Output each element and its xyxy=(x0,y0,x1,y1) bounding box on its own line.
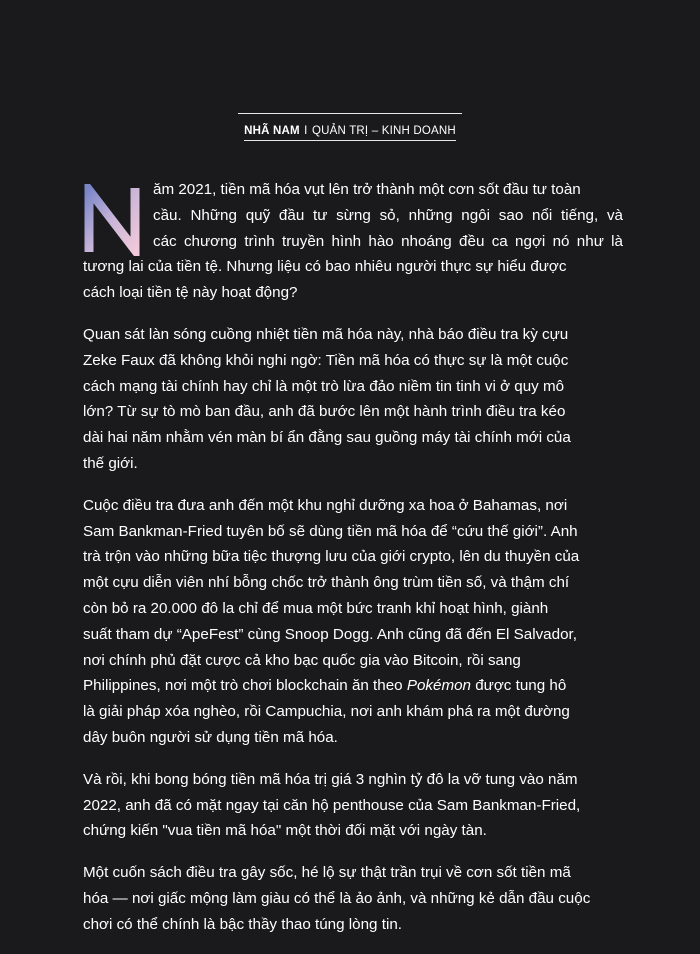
p2-line-4: lớn? Từ sự tò mò ban đầu, anh đã bước lên một hành trình điều tra kéo xyxy=(83,403,566,421)
header-separator: I xyxy=(304,125,308,137)
p3-line-3: trà trộn vào những bữa tiệc thượng lưu của giới crypto, lên du thuyền của xyxy=(83,548,580,566)
header-top-rule xyxy=(238,113,462,114)
p4-line-1: Và rồi, khi bong bóng tiền mã hóa trị giá 3 nghìn tỷ đô la vỡ tung vào năm xyxy=(83,770,578,788)
p1-line-5: cách loại tiền tệ này hoạt động? xyxy=(83,284,298,302)
p1-line-3: các chương trình truyền hình hào nhoáng đều ca ngợi nó như là xyxy=(153,232,623,250)
p1-line-4: tương lai của tiền tệ. Nhưng liệu có bao nhiêu người thực sự hiểu được xyxy=(83,258,567,276)
publisher-name: NHÃ NAM xyxy=(244,125,300,137)
p3-line-2: Sam Bankman-Fried tuyên bố sẽ dùng tiền mã hóa để “cứu thế giới”. Anh xyxy=(83,522,578,540)
p2-line-5: dài hai năm nhằm vén màn bí ẩn đằng sau guồng máy tài chính mới của xyxy=(83,429,571,447)
paragraph-4 xyxy=(83,767,623,844)
p1-line-2: cầu. Những quỹ đầu tư sừng sỏ, những ngôi sao nổi tiếng, và xyxy=(153,206,623,224)
paragraph-3 xyxy=(83,493,623,751)
publisher-header xyxy=(0,113,700,141)
p5-line-3: chơi có thể chính là bậc thầy thao túng lòng tin. xyxy=(83,915,402,933)
dropcap-letter-n xyxy=(83,184,143,256)
p3-line-6: suất tham dự “ApeFest” cùng Snoop Dogg. Anh cũng đã đến El Salvador, xyxy=(83,625,577,643)
p2-line-3: cách mạng tài chính hay chỉ là một trò lừa đảo niềm tin tinh vi ở quy mô xyxy=(83,377,565,395)
p5-line-2: hóa — nơi giấc mộng làm giàu có thể là ảo ảnh, và những kẻ dẫn đầu cuộc xyxy=(83,889,591,907)
p3-line-1: Cuộc điều tra đưa anh đến một khu nghỉ dưỡng xa hoa ở Bahamas, nơi xyxy=(83,496,568,514)
p3-line-5: còn bỏ ra 20.000 đô la chỉ để mua một bức tranh khỉ hoạt hình, giành xyxy=(83,599,549,617)
book-category: QUẢN TRỊ – KINH DOANH xyxy=(311,125,456,137)
p3-line-8 xyxy=(83,673,623,699)
p3-line-9: là giải pháp xóa nghèo, rồi Campuchia, nơi anh khám phá ra một đường xyxy=(83,703,570,721)
header-label xyxy=(244,125,456,141)
p5-line-1: Một cuốn sách điều tra gây sốc, hé lộ sự thật trần trụi về cơn sốt tiền mã xyxy=(83,864,571,882)
paragraph-1 xyxy=(83,177,623,306)
book-description xyxy=(83,177,623,954)
p2-line-1: Quan sát làn sóng cuồng nhiệt tiền mã hóa này, nhà báo điều tra kỳ cựu xyxy=(83,325,569,343)
p3-line-8-start: Philippines, nơi một trò chơi blockchain ăn theo xyxy=(83,677,407,695)
paragraph-2 xyxy=(83,322,623,477)
p3-line-4: một cựu diễn viên nhí bỗng chốc trở thành ông trùm tiền số, và thậm chí xyxy=(83,574,570,592)
p3-line-7: nơi chính phủ đặt cược cả kho bạc quốc gia vào Bitcoin, rồi sang xyxy=(83,651,521,669)
p1-line-1: ăm 2021, tiền mã hóa vụt lên trở thành một cơn sốt đầu tư toàn xyxy=(153,181,581,198)
p4-line-2: 2022, anh đã có mặt ngay tại căn hộ penthouse của Sam Bankman-Fried, xyxy=(83,796,581,814)
p2-line-2: Zeke Faux đã không khỏi nghi ngờ: Tiền mã hóa có thực sự là một cuộc xyxy=(83,351,569,369)
p4-line-3: chứng kiến "vua tiền mã hóa" một thời đối mặt với ngày tàn. xyxy=(83,822,487,840)
p3-line-8-end: được tung hô xyxy=(471,677,567,695)
p2-line-6: thế giới. xyxy=(83,454,138,472)
paragraph-5 xyxy=(83,860,623,937)
pokemon-title: Pokémon xyxy=(406,677,472,695)
p3-line-10: dây buôn người sử dụng tiền mã hóa. xyxy=(83,728,338,746)
